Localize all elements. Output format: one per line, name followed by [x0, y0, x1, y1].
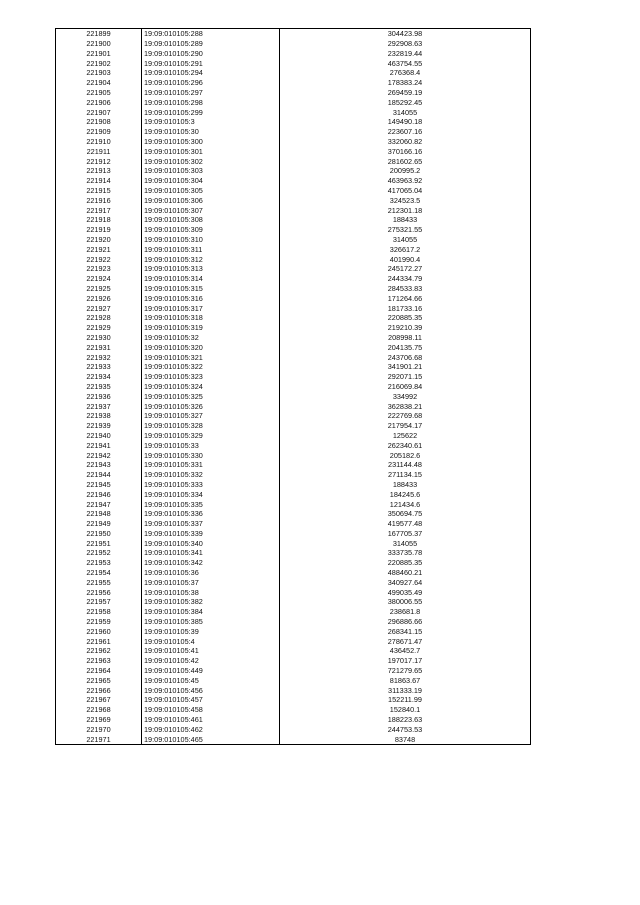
row-id-cell: 221964 — [56, 666, 142, 676]
cadastral-number-cell: 19:09:010105:291 — [142, 58, 280, 68]
row-id-cell: 221934 — [56, 372, 142, 382]
row-id-cell: 221946 — [56, 489, 142, 499]
cadastral-number-cell: 19:09:010105:304 — [142, 176, 280, 186]
row-id-cell: 221949 — [56, 519, 142, 529]
row-id-cell: 221951 — [56, 538, 142, 548]
row-id-cell: 221941 — [56, 440, 142, 450]
value-cell: 188223.63 — [280, 715, 531, 725]
table-row — [56, 519, 531, 529]
row-id-cell: 221957 — [56, 597, 142, 607]
cadastral-number-cell: 19:09:010105:294 — [142, 68, 280, 78]
value-cell: 232819.44 — [280, 49, 531, 59]
table-row — [56, 88, 531, 98]
row-id-cell: 221909 — [56, 127, 142, 137]
cadastral-number-cell: 19:09:010105:336 — [142, 509, 280, 519]
row-id-cell: 221948 — [56, 509, 142, 519]
cadastral-number-cell: 19:09:010105:339 — [142, 529, 280, 539]
cadastral-number-cell: 19:09:010105:298 — [142, 98, 280, 108]
value-cell: 262340.61 — [280, 440, 531, 450]
row-id-cell: 221907 — [56, 107, 142, 117]
row-id-cell: 221913 — [56, 166, 142, 176]
value-cell: 326617.2 — [280, 245, 531, 255]
cadastral-number-cell: 19:09:010105:465 — [142, 734, 280, 744]
table-row — [56, 734, 531, 744]
cadastral-number-cell: 19:09:010105:322 — [142, 362, 280, 372]
row-id-cell: 221961 — [56, 636, 142, 646]
cadastral-number-cell: 19:09:010105:385 — [142, 617, 280, 627]
table-row — [56, 460, 531, 470]
row-id-cell: 221912 — [56, 156, 142, 166]
table-row — [56, 499, 531, 509]
value-cell: 220885.35 — [280, 558, 531, 568]
table-row — [56, 196, 531, 206]
row-id-cell: 221918 — [56, 215, 142, 225]
row-id-cell: 221944 — [56, 470, 142, 480]
table-row — [56, 98, 531, 108]
cadastral-number-cell: 19:09:010105:331 — [142, 460, 280, 470]
cadastral-number-cell: 19:09:010105:312 — [142, 254, 280, 264]
table-row — [56, 715, 531, 725]
value-cell: 212301.18 — [280, 205, 531, 215]
row-id-cell: 221935 — [56, 382, 142, 392]
table-row — [56, 450, 531, 460]
table-row — [56, 352, 531, 362]
cadastral-number-cell: 19:09:010105:296 — [142, 78, 280, 88]
cadastral-number-cell: 19:09:010105:288 — [142, 29, 280, 39]
cadastral-number-cell: 19:09:010105:38 — [142, 587, 280, 597]
row-id-cell: 221917 — [56, 205, 142, 215]
cadastral-number-cell: 19:09:010105:299 — [142, 107, 280, 117]
table-row — [56, 68, 531, 78]
cadastral-number-cell: 19:09:010105:330 — [142, 450, 280, 460]
table-row — [56, 186, 531, 196]
row-id-cell: 221963 — [56, 656, 142, 666]
table-row — [56, 166, 531, 176]
row-id-cell: 221910 — [56, 137, 142, 147]
table-row — [56, 147, 531, 157]
cadastral-number-cell: 19:09:010105:314 — [142, 274, 280, 284]
table-row — [56, 58, 531, 68]
value-cell: 184245.6 — [280, 489, 531, 499]
value-cell: 243706.68 — [280, 352, 531, 362]
row-id-cell: 221928 — [56, 313, 142, 323]
table-row — [56, 489, 531, 499]
table-row — [56, 695, 531, 705]
cadastral-number-cell: 19:09:010105:32 — [142, 333, 280, 343]
value-cell: 292908.63 — [280, 39, 531, 49]
table-row — [56, 313, 531, 323]
table-row — [56, 176, 531, 186]
value-cell: 334992 — [280, 391, 531, 401]
value-cell: 362838.21 — [280, 401, 531, 411]
table-row — [56, 636, 531, 646]
table-row — [56, 137, 531, 147]
value-cell: 171264.66 — [280, 294, 531, 304]
table-row — [56, 39, 531, 49]
row-id-cell: 221905 — [56, 88, 142, 98]
table-row — [56, 78, 531, 88]
table-row — [56, 646, 531, 656]
cadastral-number-cell: 19:09:010105:335 — [142, 499, 280, 509]
table-row — [56, 568, 531, 578]
row-id-cell: 221916 — [56, 196, 142, 206]
cadastral-number-cell: 19:09:010105:324 — [142, 382, 280, 392]
row-id-cell: 221959 — [56, 617, 142, 627]
value-cell: 197017.17 — [280, 656, 531, 666]
table-row — [56, 401, 531, 411]
row-id-cell: 221950 — [56, 529, 142, 539]
table-row — [56, 627, 531, 637]
table-row — [56, 333, 531, 343]
cadastral-number-cell: 19:09:010105:449 — [142, 666, 280, 676]
table-row — [56, 656, 531, 666]
table-row — [56, 117, 531, 127]
value-cell: 149490.18 — [280, 117, 531, 127]
table-row — [56, 362, 531, 372]
cadastral-number-cell: 19:09:010105:45 — [142, 676, 280, 686]
row-id-cell: 221953 — [56, 558, 142, 568]
value-cell: 217954.17 — [280, 421, 531, 431]
cadastral-number-cell: 19:09:010105:307 — [142, 205, 280, 215]
row-id-cell: 221970 — [56, 725, 142, 735]
table-row — [56, 480, 531, 490]
cadastral-number-cell: 19:09:010105:456 — [142, 685, 280, 695]
table-row — [56, 29, 531, 39]
cadastral-number-cell: 19:09:010105:337 — [142, 519, 280, 529]
value-cell: 152840.1 — [280, 705, 531, 715]
cadastral-number-cell: 19:09:010105:308 — [142, 215, 280, 225]
table-row — [56, 323, 531, 333]
value-cell: 499035.49 — [280, 587, 531, 597]
value-cell: 721279.65 — [280, 666, 531, 676]
row-id-cell: 221925 — [56, 284, 142, 294]
table-row — [56, 156, 531, 166]
row-id-cell: 221923 — [56, 264, 142, 274]
row-id-cell: 221929 — [56, 323, 142, 333]
value-cell: 340927.64 — [280, 578, 531, 588]
row-id-cell: 221922 — [56, 254, 142, 264]
table-row — [56, 470, 531, 480]
value-cell: 81863.67 — [280, 676, 531, 686]
value-cell: 463754.55 — [280, 58, 531, 68]
cadastral-number-cell: 19:09:010105:41 — [142, 646, 280, 656]
cadastral-number-cell: 19:09:010105:327 — [142, 411, 280, 421]
table-row — [56, 382, 531, 392]
table-row — [56, 274, 531, 284]
table-row — [56, 235, 531, 245]
cadastral-number-cell: 19:09:010105:36 — [142, 568, 280, 578]
row-id-cell: 221920 — [56, 235, 142, 245]
table-row — [56, 343, 531, 353]
row-id-cell: 221940 — [56, 431, 142, 441]
cadastral-number-cell: 19:09:010105:457 — [142, 695, 280, 705]
row-id-cell: 221927 — [56, 303, 142, 313]
table-row — [56, 578, 531, 588]
value-cell: 205182.6 — [280, 450, 531, 460]
table-row — [56, 440, 531, 450]
value-cell: 208998.11 — [280, 333, 531, 343]
row-id-cell: 221942 — [56, 450, 142, 460]
value-cell: 314055 — [280, 538, 531, 548]
value-cell: 244753.53 — [280, 725, 531, 735]
cadastral-number-cell: 19:09:010105:341 — [142, 548, 280, 558]
value-cell: 245172.27 — [280, 264, 531, 274]
value-cell: 304423.98 — [280, 29, 531, 39]
value-cell: 204135.75 — [280, 343, 531, 353]
value-cell: 314055 — [280, 107, 531, 117]
cadastral-number-cell: 19:09:010105:325 — [142, 391, 280, 401]
cadastral-number-cell: 19:09:010105:313 — [142, 264, 280, 274]
value-cell: 231144.48 — [280, 460, 531, 470]
row-id-cell: 221966 — [56, 685, 142, 695]
row-id-cell: 221958 — [56, 607, 142, 617]
row-id-cell: 221967 — [56, 695, 142, 705]
cadastral-number-cell: 19:09:010105:319 — [142, 323, 280, 333]
table-row — [56, 303, 531, 313]
value-cell: 314055 — [280, 235, 531, 245]
row-id-cell: 221955 — [56, 578, 142, 588]
value-cell: 417065.04 — [280, 186, 531, 196]
value-cell: 284533.83 — [280, 284, 531, 294]
cadastral-number-cell: 19:09:010105:302 — [142, 156, 280, 166]
value-cell: 350694.75 — [280, 509, 531, 519]
row-id-cell: 221945 — [56, 480, 142, 490]
table-row — [56, 587, 531, 597]
row-id-cell: 221965 — [56, 676, 142, 686]
cadastral-number-cell: 19:09:010105:311 — [142, 245, 280, 255]
value-cell: 178383.24 — [280, 78, 531, 88]
table-row — [56, 254, 531, 264]
table-row — [56, 49, 531, 59]
table-row — [56, 529, 531, 539]
row-id-cell: 221939 — [56, 421, 142, 431]
value-cell: 281602.65 — [280, 156, 531, 166]
value-cell: 278671.47 — [280, 636, 531, 646]
row-id-cell: 221937 — [56, 401, 142, 411]
row-id-cell: 221943 — [56, 460, 142, 470]
row-id-cell: 221938 — [56, 411, 142, 421]
value-cell: 488460.21 — [280, 568, 531, 578]
table-row — [56, 225, 531, 235]
value-cell: 181733.16 — [280, 303, 531, 313]
value-cell: 223607.16 — [280, 127, 531, 137]
table-row — [56, 421, 531, 431]
cadastral-number-cell: 19:09:010105:384 — [142, 607, 280, 617]
row-id-cell: 221936 — [56, 391, 142, 401]
value-cell: 269459.19 — [280, 88, 531, 98]
row-id-cell: 221919 — [56, 225, 142, 235]
cadastral-number-cell: 19:09:010105:30 — [142, 127, 280, 137]
row-id-cell: 221960 — [56, 627, 142, 637]
cadastral-number-cell: 19:09:010105:317 — [142, 303, 280, 313]
cadastral-number-cell: 19:09:010105:334 — [142, 489, 280, 499]
cadastral-number-cell: 19:09:010105:42 — [142, 656, 280, 666]
row-id-cell: 221902 — [56, 58, 142, 68]
table-row — [56, 705, 531, 715]
cadastral-number-cell: 19:09:010105:301 — [142, 147, 280, 157]
cadastral-number-cell: 19:09:010105:33 — [142, 440, 280, 450]
row-id-cell: 221956 — [56, 587, 142, 597]
cadastral-number-cell: 19:09:010105:289 — [142, 39, 280, 49]
table-row — [56, 205, 531, 215]
cadastral-number-cell: 19:09:010105:323 — [142, 372, 280, 382]
cadastral-number-cell: 19:09:010105:315 — [142, 284, 280, 294]
cadastral-number-cell: 19:09:010105:4 — [142, 636, 280, 646]
value-cell: 370166.16 — [280, 147, 531, 157]
value-cell: 275321.55 — [280, 225, 531, 235]
value-cell: 436452.7 — [280, 646, 531, 656]
row-id-cell: 221921 — [56, 245, 142, 255]
value-cell: 220885.35 — [280, 313, 531, 323]
value-cell: 188433 — [280, 480, 531, 490]
value-cell: 401990.4 — [280, 254, 531, 264]
cadastral-number-cell: 19:09:010105:316 — [142, 294, 280, 304]
cadastral-number-cell: 19:09:010105:326 — [142, 401, 280, 411]
cadastral-number-cell: 19:09:010105:321 — [142, 352, 280, 362]
value-cell: 276368.4 — [280, 68, 531, 78]
row-id-cell: 221908 — [56, 117, 142, 127]
cadastral-number-cell: 19:09:010105:39 — [142, 627, 280, 637]
value-cell: 125622 — [280, 431, 531, 441]
value-cell: 222769.68 — [280, 411, 531, 421]
cadastral-number-cell: 19:09:010105:37 — [142, 578, 280, 588]
data-table — [55, 28, 531, 745]
cadastral-number-cell: 19:09:010105:342 — [142, 558, 280, 568]
table-row — [56, 666, 531, 676]
row-id-cell: 221924 — [56, 274, 142, 284]
row-id-cell: 221947 — [56, 499, 142, 509]
table-row — [56, 509, 531, 519]
row-id-cell: 221915 — [56, 186, 142, 196]
cadastral-number-cell: 19:09:010105:3 — [142, 117, 280, 127]
table-row — [56, 391, 531, 401]
cadastral-number-cell: 19:09:010105:306 — [142, 196, 280, 206]
table-row — [56, 597, 531, 607]
table-row — [56, 294, 531, 304]
row-id-cell: 221932 — [56, 352, 142, 362]
value-cell: 333735.78 — [280, 548, 531, 558]
cadastral-number-cell: 19:09:010105:318 — [142, 313, 280, 323]
value-cell: 83748 — [280, 734, 531, 744]
table-row — [56, 538, 531, 548]
value-cell: 219210.39 — [280, 323, 531, 333]
cadastral-number-cell: 19:09:010105:297 — [142, 88, 280, 98]
cadastral-number-cell: 19:09:010105:305 — [142, 186, 280, 196]
cadastral-number-cell: 19:09:010105:320 — [142, 343, 280, 353]
row-id-cell: 221900 — [56, 39, 142, 49]
cadastral-number-cell: 19:09:010105:329 — [142, 431, 280, 441]
cadastral-number-cell: 19:09:010105:332 — [142, 470, 280, 480]
row-id-cell: 221926 — [56, 294, 142, 304]
value-cell: 271134.15 — [280, 470, 531, 480]
row-id-cell: 221931 — [56, 343, 142, 353]
row-id-cell: 221899 — [56, 29, 142, 39]
value-cell: 185292.45 — [280, 98, 531, 108]
table-row — [56, 676, 531, 686]
cadastral-number-cell: 19:09:010105:458 — [142, 705, 280, 715]
value-cell: 324523.5 — [280, 196, 531, 206]
value-cell: 292071.15 — [280, 372, 531, 382]
cadastral-number-cell: 19:09:010105:333 — [142, 480, 280, 490]
row-id-cell: 221954 — [56, 568, 142, 578]
value-cell: 216069.84 — [280, 382, 531, 392]
value-cell: 200995.2 — [280, 166, 531, 176]
table-row — [56, 127, 531, 137]
table-row — [56, 558, 531, 568]
value-cell: 244334.79 — [280, 274, 531, 284]
row-id-cell: 221930 — [56, 333, 142, 343]
cadastral-number-cell: 19:09:010105:462 — [142, 725, 280, 735]
cadastral-number-cell: 19:09:010105:310 — [142, 235, 280, 245]
value-cell: 332060.82 — [280, 137, 531, 147]
row-id-cell: 221952 — [56, 548, 142, 558]
row-id-cell: 221911 — [56, 147, 142, 157]
table-row — [56, 617, 531, 627]
table-row — [56, 607, 531, 617]
row-id-cell: 221968 — [56, 705, 142, 715]
table-row — [56, 245, 531, 255]
table-row — [56, 548, 531, 558]
value-cell: 238681.8 — [280, 607, 531, 617]
value-cell: 121434.6 — [280, 499, 531, 509]
cadastral-number-cell: 19:09:010105:300 — [142, 137, 280, 147]
value-cell: 463963.92 — [280, 176, 531, 186]
table-row — [56, 411, 531, 421]
cadastral-number-cell: 19:09:010105:382 — [142, 597, 280, 607]
table-row — [56, 431, 531, 441]
row-id-cell: 221904 — [56, 78, 142, 88]
row-id-cell: 221962 — [56, 646, 142, 656]
table-row — [56, 284, 531, 294]
value-cell: 268341.15 — [280, 627, 531, 637]
value-cell: 341901.21 — [280, 362, 531, 372]
table-row — [56, 264, 531, 274]
cadastral-number-cell: 19:09:010105:340 — [142, 538, 280, 548]
data-table-body — [56, 29, 531, 745]
value-cell: 167705.37 — [280, 529, 531, 539]
cadastral-number-cell: 19:09:010105:303 — [142, 166, 280, 176]
table-row — [56, 725, 531, 735]
value-cell: 296886.66 — [280, 617, 531, 627]
cadastral-number-cell: 19:09:010105:309 — [142, 225, 280, 235]
cadastral-number-cell: 19:09:010105:461 — [142, 715, 280, 725]
table-row — [56, 107, 531, 117]
row-id-cell: 221906 — [56, 98, 142, 108]
row-id-cell: 221901 — [56, 49, 142, 59]
cadastral-number-cell: 19:09:010105:328 — [142, 421, 280, 431]
row-id-cell: 221971 — [56, 734, 142, 744]
row-id-cell: 221933 — [56, 362, 142, 372]
table-row — [56, 372, 531, 382]
row-id-cell: 221914 — [56, 176, 142, 186]
value-cell: 188433 — [280, 215, 531, 225]
table-row — [56, 215, 531, 225]
value-cell: 152211.99 — [280, 695, 531, 705]
table-row — [56, 685, 531, 695]
row-id-cell: 221903 — [56, 68, 142, 78]
row-id-cell: 221969 — [56, 715, 142, 725]
value-cell: 311333.19 — [280, 685, 531, 695]
value-cell: 380006.55 — [280, 597, 531, 607]
value-cell: 419577.48 — [280, 519, 531, 529]
cadastral-number-cell: 19:09:010105:290 — [142, 49, 280, 59]
